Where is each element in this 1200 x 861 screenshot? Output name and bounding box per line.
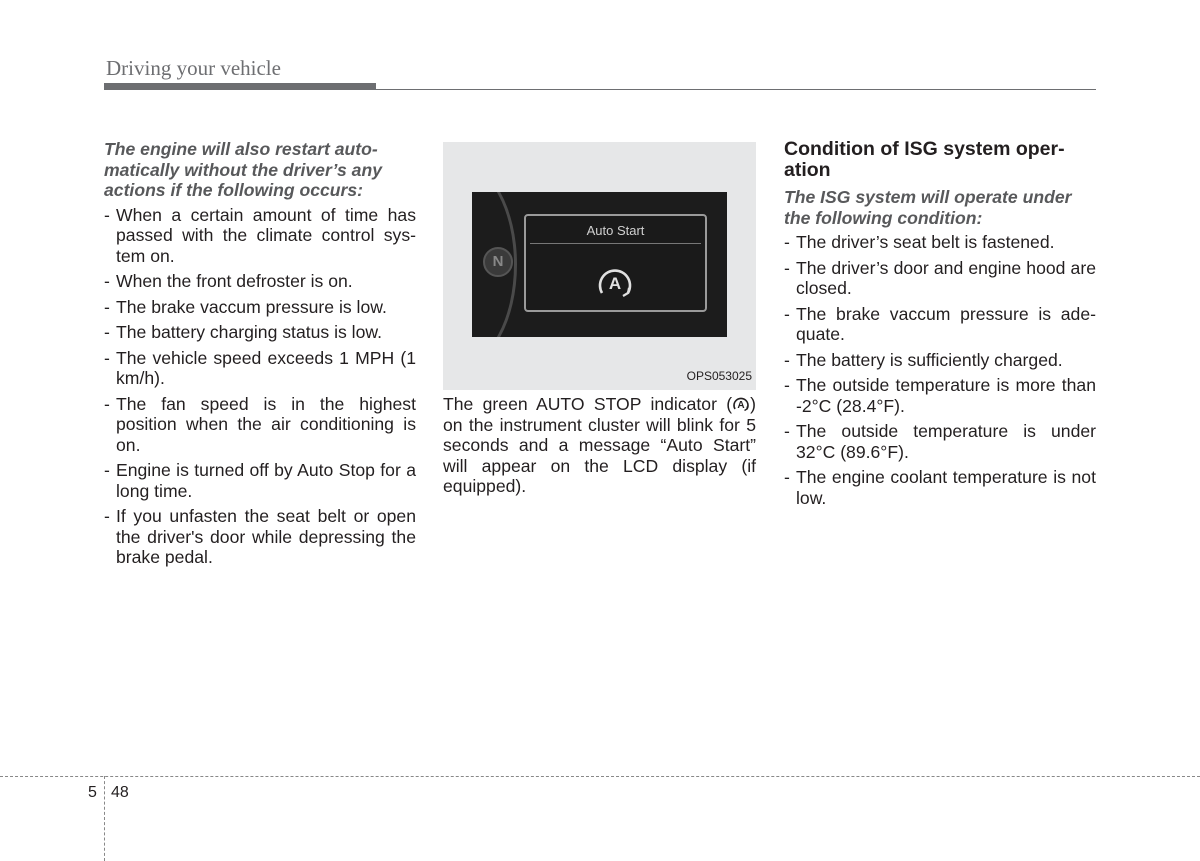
lcd-message: Auto Start (586, 223, 645, 238)
auto-stop-inline-icon (732, 395, 750, 413)
page-number: 48 (111, 784, 129, 801)
list-item: - The brake vaccum pressure is low. (104, 297, 416, 318)
list-item: - When the front defroster is on. (104, 271, 416, 292)
header-title: Driving your vehicle (106, 56, 281, 80)
list-item: - The vehicle speed exceeds 1 MPH (1 km/h). (104, 348, 416, 389)
list-item: - The brake vaccum pressure is ade-quate. (784, 304, 1096, 345)
list-item: - When a certain amount of time has passed with the climate control sys-tem on. (104, 205, 416, 267)
lcd-divider (530, 243, 701, 244)
list-item: - If you unfasten the seat belt or open the driver's door while depressing the brake pedal. (104, 506, 416, 568)
gear-indicator: N (483, 247, 513, 277)
auto-stop-icon (594, 263, 636, 301)
cluster-figure (443, 142, 756, 390)
list-item: - The outside temperature is more than -2°C (28.4°F). (784, 375, 1096, 416)
left-column (104, 139, 416, 573)
footer-divider (0, 776, 1200, 777)
right-column (784, 139, 1096, 513)
isg-conditions-list (784, 232, 1096, 508)
list-item: - The outside temperature is under 32°C (89.6°F). (784, 421, 1096, 462)
footer-vertical-divider (104, 776, 105, 861)
middle-column (443, 142, 756, 514)
list-item: - The battery is sufficiently charged. (784, 350, 1096, 371)
figure-caption (443, 394, 756, 497)
lcd-display (524, 214, 707, 312)
figure-code: OPS053025 (686, 368, 752, 383)
list-item: - The engine coolant temperature is not low. (784, 467, 1096, 508)
list-item: - The driver’s seat belt is fastened. (784, 232, 1096, 253)
auto-stop-icon-letter: A (608, 274, 622, 293)
list-item: - The battery charging status is low. (104, 322, 416, 343)
instrument-cluster-image (472, 192, 727, 337)
list-item: - Engine is turned off by Auto Stop for a long time. (104, 460, 416, 501)
caption-text-after: ) on the instrument cluster will blink for 5 seconds and a message “Auto Start” will appear on the LCD display (if equipped). (443, 394, 756, 496)
header-rule-thin (104, 89, 1096, 90)
restart-conditions-list (104, 205, 416, 568)
list-item: - The driver’s door and engine hood are closed. (784, 258, 1096, 299)
right-intro: The ISG system will operate under the following condition: (784, 187, 1072, 228)
caption-text-before: The green AUTO STOP indicator ( (443, 394, 733, 414)
left-intro: The engine will also restart auto-matically without the driver’s any actions if the following occurs: (104, 139, 383, 200)
svg-text:A: A (737, 400, 745, 411)
list-item: - The fan speed is in the highest position when the air conditioning is on. (104, 394, 416, 456)
section-heading: Condition of ISG system oper-ation (784, 138, 1065, 181)
chapter-number: 5 (88, 784, 97, 801)
